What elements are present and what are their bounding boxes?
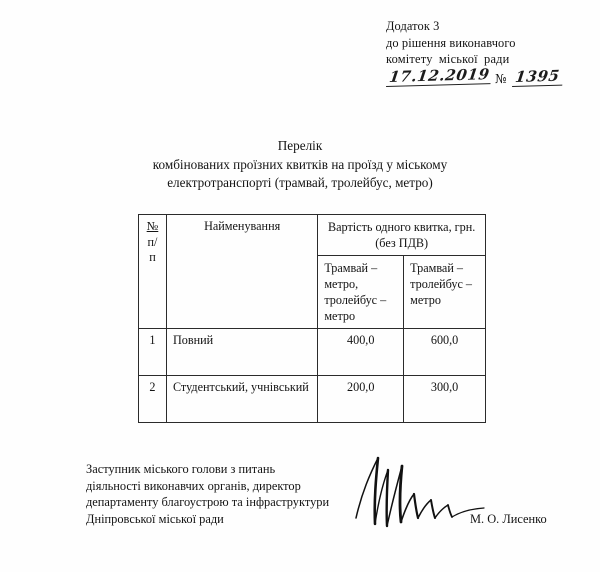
header-cell-name: Найменування [166,215,317,329]
table-row [139,329,486,376]
header-cell-cost-group [318,215,486,256]
number-symbol: № [494,70,507,86]
document-title [100,137,500,193]
signature-line-1: Заступник міського голови з питань [86,462,276,476]
header-line-decision: до рішення виконавчого [386,35,516,50]
header-cell-sub-1: Трамвай – метро, тролейбус – метро [318,256,404,329]
document-header-block [386,18,596,87]
row-number: 2 [139,376,167,423]
cost-group-line-1: Вартість одного квитка, грн. [327,220,476,234]
signatory-name: М. О. Лисенко [470,512,547,526]
row-name: Студентський, учнівський [166,376,317,423]
handwritten-number: 1395 [512,68,564,86]
signature-line-2: діяльності виконавчих органів, директор [86,478,301,493]
table-row [139,376,486,423]
title-line-1: Перелік [277,138,323,153]
signature-title-block [86,461,396,527]
row-name: Повний [166,329,317,376]
row-value-col-1: 200,0 [318,376,404,423]
title-line-3: електротранспорті (трамвай, тролейбус, метро) [167,175,433,190]
signature-line-3: департаменту благоустрою та інфраструктури [86,495,330,509]
cost-group-line-2: (без ПДВ) [375,236,429,250]
signature-line-4: Дніпровської міської ради [86,511,224,526]
row-value-col-1: 400,0 [318,329,404,376]
header-date-number-row [386,64,596,87]
title-line-2: комбінованих проїзних квитків на проїзд у міському [152,156,448,172]
header-number-symbol: № [146,219,159,233]
row-value-col-2: 600,0 [404,329,486,376]
table-header-row-1 [139,215,486,256]
price-table-container [138,214,486,423]
price-table [138,214,486,423]
row-number: 1 [139,329,167,376]
header-line-committee: комітету міської ради [386,52,510,66]
header-cell-sub-2: Трамвай – тролейбус – метро [404,256,486,329]
row-value-col-2: 300,0 [404,376,486,423]
appendix-label: Додаток 3 [386,19,440,33]
handwritten-date: 17.12.2019 [386,67,493,87]
header-number-suffix: п/п [147,234,158,264]
header-cell-number [139,215,167,329]
